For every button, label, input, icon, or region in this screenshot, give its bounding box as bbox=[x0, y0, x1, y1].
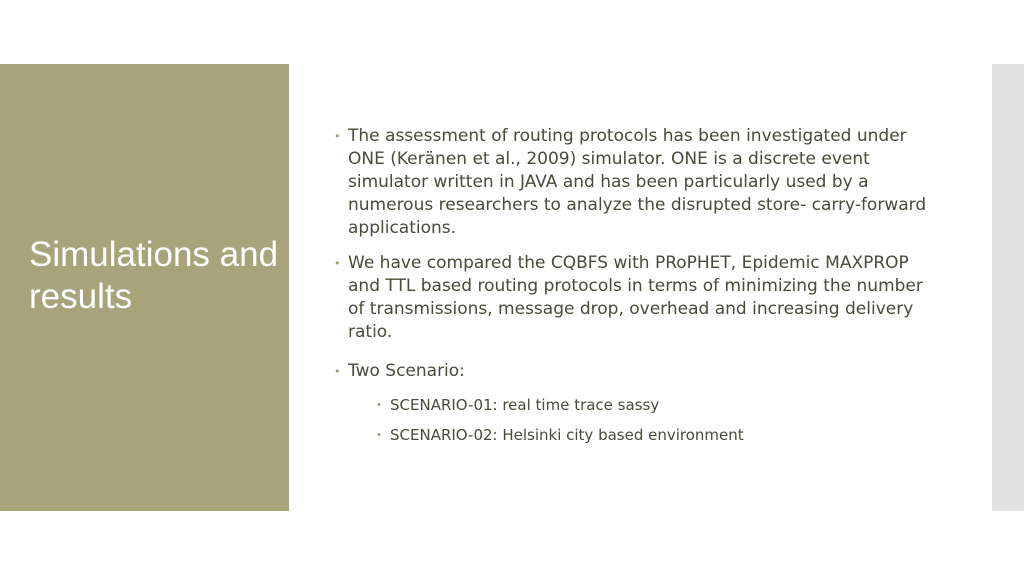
bullet-text: The assessment of routing protocols has been investigated under ONE (Keränen et al., 2009) simulator. ONE is a discrete event simulator written in JAVA and has been particularly used by a numerous researchers to analyze the disrupted store- carry-forward applications. bbox=[348, 126, 927, 238]
sub-bullet-text: SCENARIO-02: Helsinki city based environment bbox=[390, 426, 744, 444]
sub-bullet-item bbox=[333, 395, 943, 416]
slide-title: Simulations and results bbox=[29, 235, 279, 316]
slide-content bbox=[333, 125, 943, 455]
bullet-text: Two Scenario: bbox=[348, 361, 465, 381]
bullet-dot-icon: • bbox=[334, 130, 341, 143]
sub-bullet-text: SCENARIO-01: real time trace sassy bbox=[390, 396, 660, 414]
bullet-text: We have compared the CQBFS with PRoPHET, Epidemic MAXPROP and TTL based routing protocols in terms of minimizing the number of transmissions, message drop, overhead and increasing delivery ratio. bbox=[348, 253, 923, 342]
bullet-item bbox=[333, 252, 943, 344]
right-accent-strip bbox=[992, 64, 1024, 511]
bullet-item bbox=[333, 360, 943, 383]
sub-bullet-item bbox=[333, 425, 943, 446]
bullet-item bbox=[333, 125, 943, 240]
bullet-dot-icon: • bbox=[334, 365, 341, 378]
bullet-dot-icon: • bbox=[334, 257, 341, 270]
sub-bullet-dot-icon: • bbox=[376, 400, 382, 411]
sub-bullet-dot-icon: • bbox=[376, 430, 382, 441]
